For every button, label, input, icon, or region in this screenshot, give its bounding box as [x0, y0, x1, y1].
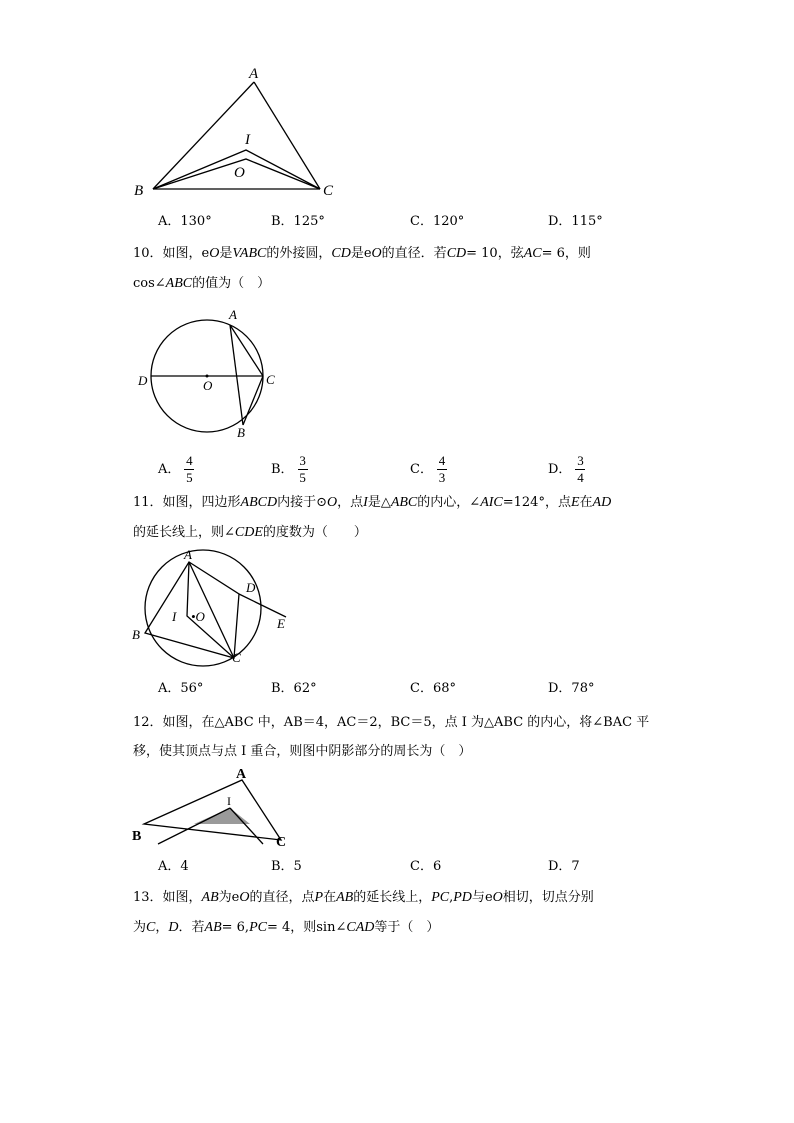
q9-option-d: D．115°	[548, 214, 603, 229]
q12-option-a: A．4	[158, 859, 189, 874]
q11-label-e: E	[277, 616, 285, 631]
q11-text-line1: 11．如图，四边形ABCD内接于⊙O，点I是△ABC的内心，∠AIC=124°，点E在AD	[133, 495, 612, 510]
q9-option-c: C．120°	[410, 214, 465, 229]
q11-label-d: D	[246, 580, 256, 595]
q11-text-line2: 的延长线上，则∠CDE的度数为（ ）	[133, 525, 367, 540]
q10-label-d: D	[138, 373, 148, 388]
q9-option-b: B．125°	[271, 214, 325, 229]
q10-label-a: A	[229, 307, 237, 322]
q11-label-i: I	[172, 609, 177, 624]
q11-label-o: •O	[191, 609, 205, 624]
q10-option-b: B． $\frac{3}{5}$	[271, 453, 306, 485]
q12-label-i: I	[227, 794, 231, 808]
q11-option-a: A．56°	[158, 681, 204, 696]
q9-label-a: A	[249, 66, 259, 82]
q12-option-d: D．7	[548, 859, 580, 874]
q10-option-c: C． $\frac{4}{3}$	[410, 453, 446, 485]
q10-option-d: D． $\frac{3}{4}$	[548, 453, 584, 485]
q12-text-line1: 12．如图，在△ABC 中，AB＝4，AC＝2，BC＝5，点 I 为△ABC 的内心，将∠BAC 平	[133, 715, 650, 730]
q10-text-line1: 10．如图，eO是VABC的外接圆，CD是eO的直径．若CD= 10，弦AC= 6，则	[133, 246, 591, 261]
q10-figure	[130, 305, 290, 440]
q9-label-i: I	[245, 132, 250, 148]
q11-label-c: C	[232, 650, 241, 665]
q12-options	[158, 853, 658, 881]
q11-label-b: B	[132, 627, 140, 642]
q10-label-o: O	[203, 378, 213, 393]
q13-text-line1: 13．如图，AB为eO的直径，点P在AB的延长线上，PC,PD与eO相切，切点分别	[133, 890, 594, 905]
q10-label-b: B	[237, 425, 245, 440]
q11-options	[158, 675, 658, 703]
q12-label-c: C	[276, 835, 287, 850]
q9-figure	[130, 62, 350, 202]
q12-option-c: C．6	[410, 859, 442, 874]
q13-text-line2: 为C，D．若AB= 6,PC= 4，则sin∠CAD等于（ ）	[133, 920, 440, 935]
q10-text-line2: cos∠ABC的值为（ ）	[133, 276, 271, 291]
q9-label-b: B	[134, 183, 144, 199]
q11-figure	[128, 548, 298, 673]
q12-option-b: B．5	[271, 859, 302, 874]
q10-options	[158, 450, 658, 486]
q12-label-b: B	[132, 829, 142, 844]
q10-option-a: A． $\frac{4}{5}$	[158, 453, 193, 485]
q12-text-line2: 移，使其顶点与点 I 重合，则图中阴影部分的周长为（ ）	[133, 744, 472, 759]
q12-figure	[130, 768, 300, 853]
q10-label-c: C	[266, 372, 275, 387]
q12-label-a: A	[236, 767, 247, 782]
q9-label-c: C	[323, 183, 334, 199]
q11-option-c: C．68°	[410, 681, 456, 696]
q9-options	[158, 208, 658, 236]
q11-label-a: A	[184, 547, 192, 562]
q9-option-a: A．130°	[158, 214, 212, 229]
q11-option-b: B．62°	[271, 681, 317, 696]
q11-option-d: D．78°	[548, 681, 595, 696]
q9-label-o: O	[234, 165, 245, 181]
